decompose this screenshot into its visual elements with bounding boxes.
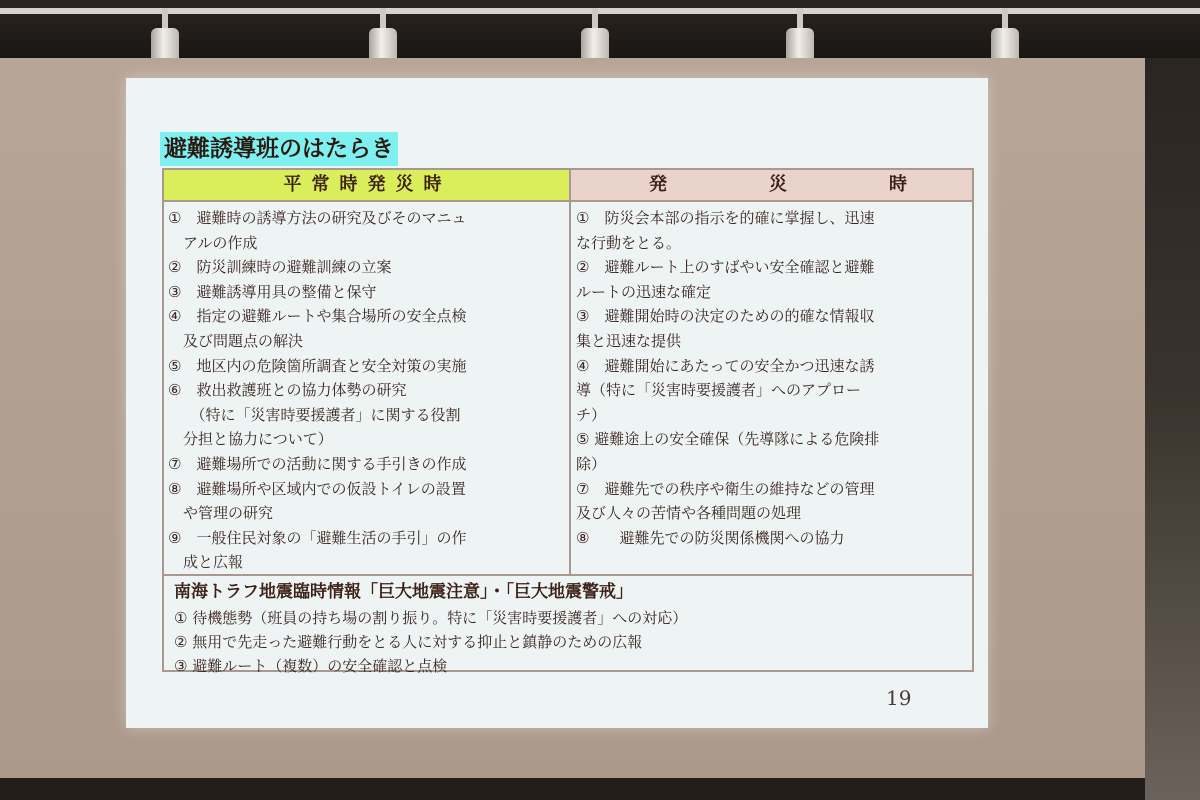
list-item: ② 避難ルート上のすばやい安全確認と避難 bbox=[576, 258, 875, 277]
list-item: ② 無用で先走った避難行動をとる人に対する抑止と鎮静のための広報 bbox=[174, 633, 643, 651]
list-item: ⑤ 地区内の危険箇所調査と安全対策の実施 bbox=[168, 356, 467, 375]
disaster-time-header bbox=[571, 170, 972, 202]
list-item: ① 防災会本部の指示を的確に掌握し、迅速 bbox=[576, 209, 875, 227]
column-divider bbox=[569, 170, 571, 574]
list-item: ⑦ 避難先での秩序や衛生の維持などの管理 bbox=[576, 479, 875, 498]
wall bbox=[1145, 58, 1200, 800]
list-item: ③ 避難誘導用具の整備と保守 bbox=[168, 282, 377, 301]
list-item: ③ 避難開始時の決定のための的確な情報収 bbox=[576, 307, 875, 326]
screen-bottom-edge bbox=[0, 778, 1145, 800]
list-item: ① 待機態勢（班員の持ち場の割り振り。特に「災害時要援護者」への対応） bbox=[174, 609, 688, 627]
list-item: ④ 避難開始にあたっての安全かつ迅速な誘 bbox=[576, 356, 875, 375]
section-divider bbox=[164, 574, 972, 576]
normal-time-list bbox=[168, 206, 564, 575]
disaster-header-char: 発 bbox=[649, 174, 667, 195]
list-item: や管理の研究 bbox=[168, 504, 274, 523]
list-item: 分担と協力について） bbox=[168, 430, 333, 449]
list-item: 除） bbox=[576, 454, 607, 473]
list-item: 集と迅速な提供 bbox=[576, 331, 682, 350]
section-heading: 南海トラフ地震臨時情報「巨大地震注意」・「巨大地震警戒」 bbox=[174, 582, 633, 602]
nankai-trough-section bbox=[174, 578, 964, 678]
list-item: ② 防災訓練時の避難訓練の立案 bbox=[168, 258, 392, 277]
list-item: チ） bbox=[576, 405, 607, 424]
duty-table bbox=[162, 168, 974, 675]
list-item: ⑦ 避難場所での活動に関する手引きの作成 bbox=[168, 454, 467, 473]
list-item: な行動をとる。 bbox=[576, 233, 682, 252]
list-item: 及び人々の苦情や各種問題の処理 bbox=[576, 504, 802, 523]
list-item: ④ 指定の避難ルートや集合場所の安全点検 bbox=[168, 307, 467, 326]
disaster-header-char: 時 bbox=[889, 174, 907, 195]
slide-title: 避難誘導班のはたらき bbox=[160, 132, 398, 166]
list-item: 導（特に「災害時要援護者」へのアプロー bbox=[576, 381, 862, 400]
list-item: （特に「災害時要援護者」に関する役割 bbox=[168, 405, 461, 424]
list-item: ① 避難時の誘導方法の研究及びそのマニュ bbox=[168, 209, 467, 227]
list-item: 成と広報 bbox=[168, 553, 244, 572]
disaster-header-char: 災 bbox=[769, 174, 787, 195]
page-number: 19 bbox=[886, 686, 912, 710]
list-item: ⑤ 避難途上の安全確保（先導隊による危険排 bbox=[576, 430, 880, 449]
disaster-time-list bbox=[576, 206, 968, 550]
list-item: ⑧ 避難場所や区域内での仮設トイレの設置 bbox=[168, 479, 466, 498]
list-item: ルートの迅速な確定 bbox=[576, 282, 712, 301]
list-item: ⑧ 避難先での防災関係機関への協力 bbox=[576, 528, 845, 547]
list-item: 及び問題点の解決 bbox=[168, 331, 304, 350]
list-item: ⑥ 救出救護班との協力体勢の研究 bbox=[168, 381, 407, 400]
list-item: アルの作成 bbox=[168, 233, 258, 252]
normal-time-header: 平常時発災時 bbox=[164, 170, 571, 202]
projected-slide bbox=[126, 78, 988, 728]
list-item: ⑨ 一般住民対象の「避難生活の手引」の作 bbox=[168, 528, 467, 547]
list-item: ③ 避難ルート（複数）の安全確認と点検 bbox=[174, 657, 448, 675]
